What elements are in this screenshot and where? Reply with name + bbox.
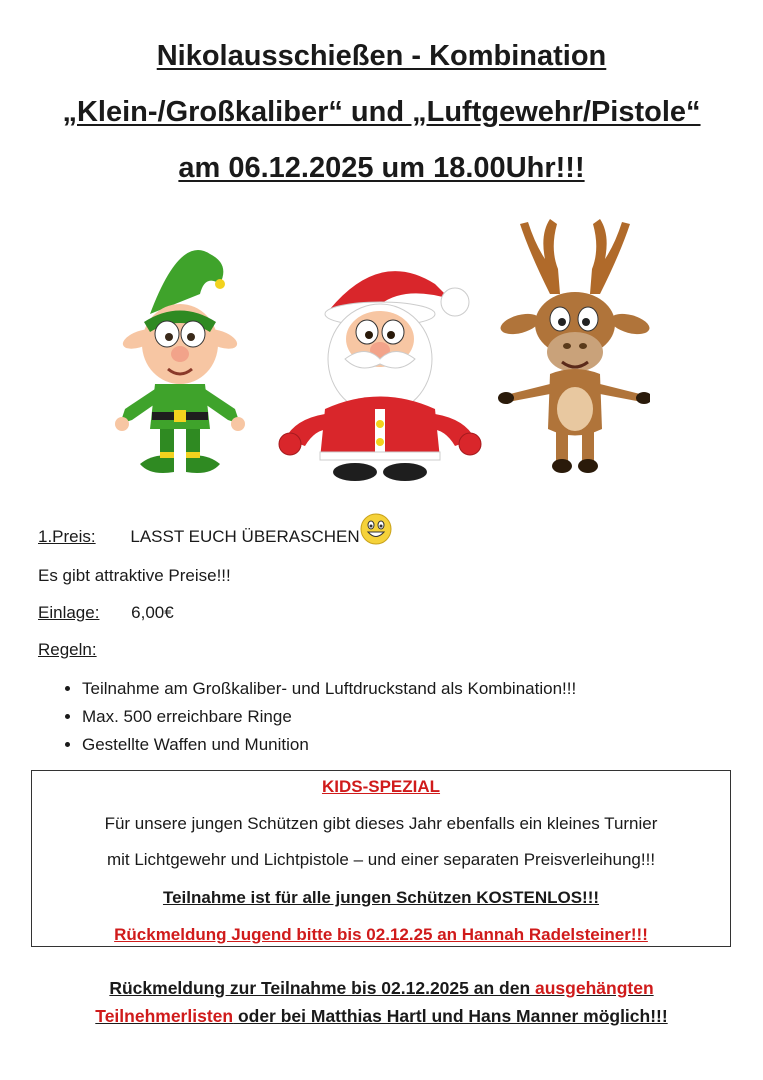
fee-label: Einlage: bbox=[38, 603, 100, 622]
title-line-2: „Klein-/Großkaliber“ und „Luftgewehr/Pistole“ bbox=[62, 96, 701, 128]
kids-feedback-notice: Rückmeldung Jugend bitte bis 02.12.25 an Hannah Radelsteiner!!! bbox=[114, 925, 648, 944]
title-line-3: am 06.12.2025 um 18.00Uhr!!! bbox=[178, 152, 585, 184]
kids-special-box bbox=[31, 770, 731, 947]
footer-line-2 bbox=[0, 1006, 763, 1027]
footer-highlight: ausgehängten bbox=[535, 978, 654, 998]
footer-text: oder bei Matthias Hartl und Hans Manner möglich!!! bbox=[233, 1006, 668, 1026]
rules-list bbox=[44, 675, 576, 759]
elf-figure bbox=[115, 250, 245, 473]
footer-highlight: Teilnehmerlisten bbox=[95, 1006, 234, 1026]
reindeer-figure bbox=[498, 219, 650, 473]
smiley-icon bbox=[360, 513, 392, 545]
kids-title: KIDS-SPEZIAL bbox=[321, 777, 441, 796]
rule-item: • Gestellte Waffen und Munition bbox=[82, 731, 576, 759]
title-line-1: Nikolausschießen - Kombination bbox=[156, 40, 607, 72]
rule-item: • Max. 500 erreichbare Ringe bbox=[82, 703, 576, 731]
kids-text-line-1: Für unsere jungen Schützen gibt dieses Jahr ebenfalls ein kleines Turnier bbox=[104, 814, 658, 833]
fee-value: 6,00€ bbox=[131, 603, 174, 622]
kids-free-notice: Teilnahme ist für alle jungen Schützen KOSTENLOS!!! bbox=[162, 888, 600, 907]
footer-line-1 bbox=[0, 978, 763, 999]
rules-label: Regeln: bbox=[38, 640, 97, 659]
first-prize-row bbox=[38, 527, 360, 547]
first-prize-label: 1.Preis: bbox=[38, 527, 96, 546]
rule-item: • Teilnahme am Großkaliber- und Luftdruckstand als Kombination!!! bbox=[82, 675, 576, 703]
kids-text-line-2: mit Lichtgewehr und Lichtpistole – und einer separaten Preisverleihung!!! bbox=[106, 850, 656, 869]
first-prize-value: LASST EUCH ÜBERASCHEN bbox=[130, 527, 360, 546]
footer-text: Rückmeldung zur Teilnahme bis 02.12.2025 an den bbox=[109, 978, 535, 998]
christmas-illustration bbox=[110, 214, 650, 486]
attractive-prizes-text: Es gibt attraktive Preise!!! bbox=[38, 566, 231, 585]
santa-claus-figure bbox=[279, 271, 481, 481]
fee-row bbox=[38, 603, 174, 623]
